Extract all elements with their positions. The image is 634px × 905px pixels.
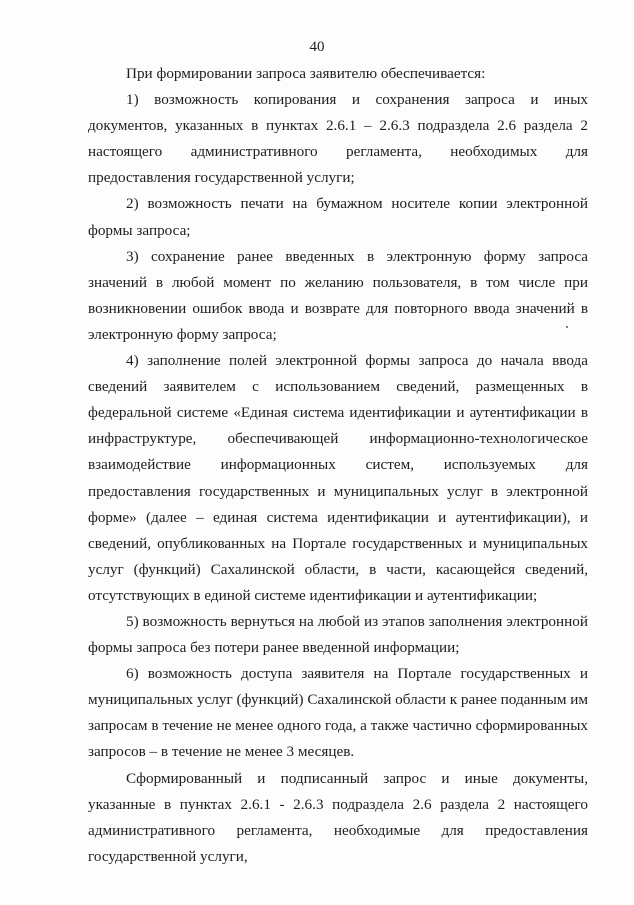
paragraph-item-4: 4) заполнение полей электронной формы запроса до начала ввода сведений заявителем с использованием сведений, размещенных в федеральной системе «Единая система идентификации и аутентификации в инфраструктуре, обеспечивающей информационно-технологическое взаимодействие информационных систем, используемых для предоставления государственных и муниципальных услуг в электронной форме» (далее – единая система идентификации и аутентификации), и сведений, опубликованных на Портале государственных и муниципальных услуг (функций) Сахалинской области, в части, касающейся сведений, отсутствующих в единой системе идентификации и аутентификации; xyxy=(88,352,588,604)
scan-speck xyxy=(566,326,568,328)
paragraph-item-2: 2) возможность печати на бумажном носителе копии электронной формы запроса; xyxy=(88,195,588,239)
paragraph-item-3: 3) сохранение ранее введенных в электронную форму запроса значений в любой момент по желанию пользователя, в том числе при возникновении ошибок ввода и возврате для повторного ввода значений в электронную форму запроса; xyxy=(88,247,588,343)
document-body xyxy=(88,61,588,870)
paragraph-item-6: 6) возможность доступа заявителя на Портале государственных и муниципальных услуг (функций) Сахалинской области к ранее поданным им запросам в течение не менее одного года, а также частично сформированных запросов – в течение не менее 3 месяцев. xyxy=(88,665,589,761)
paragraph-item-1: 1) возможность копирования и сохранения запроса и иных документов, указанных в пунктах 2.6.1 – 2.6.3 подраздела 2.6 раздела 2 настоящего административного регламента, необходимых для предоставления государственной услуги; xyxy=(88,91,588,187)
page-number: 40 xyxy=(309,39,325,55)
paragraph-closing: Сформированный и подписанный запрос и иные документы, указанные в пунктах 2.6.1 - 2.6.3 подраздела 2.6 раздела 2 настоящего административного регламента, необходимые для предоставления государственной услуги, xyxy=(88,769,588,865)
paragraph-item-5: 5) возможность вернуться на любой из этапов заполнения электронной формы запроса без потери ранее введенной информации; xyxy=(88,612,588,657)
paragraph-intro: При формировании запроса заявителю обеспечивается: xyxy=(126,65,486,82)
